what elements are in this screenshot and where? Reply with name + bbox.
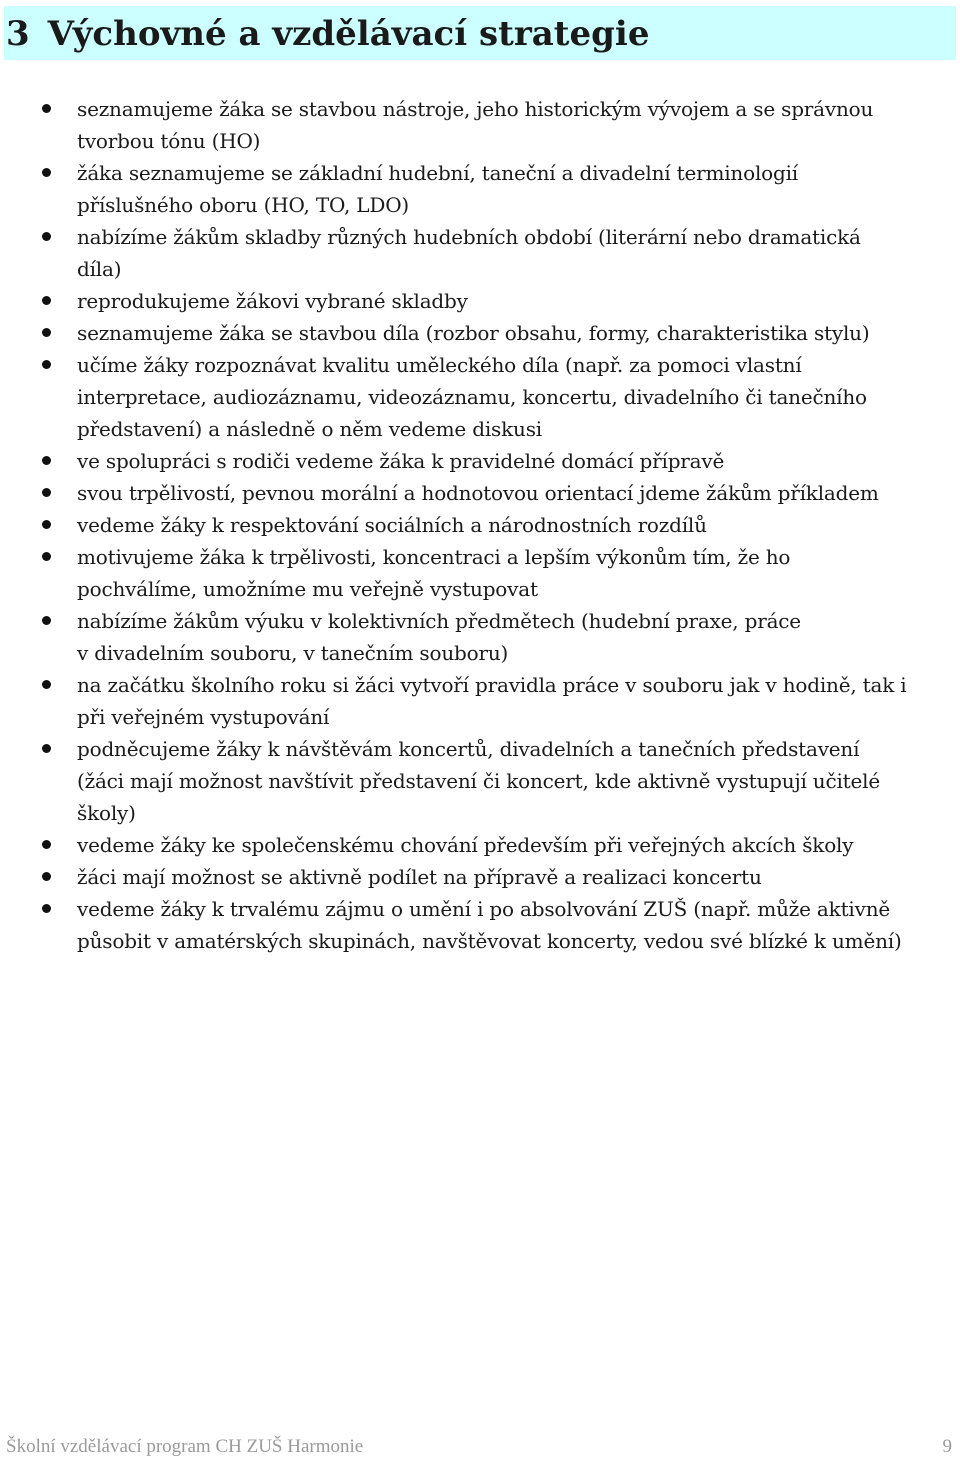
list-item	[0, 285, 960, 317]
list-item-text-line: svou trpělivostí, pevnou morální a hodnotovou orientací jdeme žákům příkladem	[77, 481, 879, 505]
bullet-icon	[42, 840, 51, 849]
list-item	[0, 317, 960, 349]
list-item-text-line: představení) a následně o něm vedeme diskusi	[77, 417, 542, 441]
list-item-text-line: reprodukujeme žákovi vybrané skladby	[77, 289, 468, 313]
bullet-icon	[42, 520, 51, 529]
list-item	[0, 445, 960, 477]
list-item	[0, 893, 960, 957]
list-item-text-line: nabízíme žákům výuku v kolektivních předmětech (hudební praxe, práce	[77, 609, 801, 633]
bullet-icon	[42, 168, 51, 177]
list-item	[0, 541, 960, 605]
list-item	[0, 669, 960, 733]
footer-page-number: 9	[942, 1436, 952, 1457]
list-item-text-line: působit v amatérských skupinách, navštěvovat koncerty, vedou své blízké k umění)	[77, 929, 902, 953]
list-item-text-line: (žáci mají možnost navštívit představení či koncert, kde aktivně vystupují učitelé	[77, 769, 880, 793]
bullet-icon	[42, 488, 51, 497]
list-item	[0, 349, 960, 445]
bullet-icon	[42, 872, 51, 881]
bullet-icon	[42, 360, 51, 369]
footer-document-title: Školní vzdělávací program CH ZUŠ Harmonie	[6, 1436, 364, 1457]
list-item-text-line: školy)	[77, 801, 136, 825]
list-item	[0, 733, 960, 829]
list-item-text-line: vedeme žáky k trvalému zájmu o umění i po absolvování ZUŠ (např. může aktivně	[77, 897, 891, 921]
list-item-text-line: v divadelním souboru, v tanečním souboru)	[77, 641, 509, 665]
list-item	[0, 221, 960, 285]
list-item	[0, 861, 960, 893]
bullet-icon	[42, 904, 51, 913]
section-title: Výchovné a vzdělávací strategie	[47, 14, 650, 54]
list-item-text-line: vedeme žáky k respektování sociálních a národnostních rozdílů	[77, 513, 707, 537]
bullet-icon	[42, 456, 51, 465]
bullet-icon	[42, 552, 51, 561]
list-item-text-line: žáka seznamujeme se základní hudební, taneční a divadelní terminologií	[77, 161, 798, 185]
list-item	[0, 93, 960, 157]
section-heading	[6, 10, 649, 58]
list-item-text-line: seznamujeme žáka se stavbou díla (rozbor obsahu, formy, charakteristika stylu)	[77, 321, 870, 345]
list-item	[0, 157, 960, 221]
list-item	[0, 829, 960, 861]
list-item-text-line: interpretace, audiozáznamu, videozáznamu, koncertu, divadelního či tanečního	[77, 385, 867, 409]
list-item-text-line: podněcujeme žáky k návštěvám koncertů, divadelních a tanečních představení	[77, 737, 860, 761]
list-item	[0, 509, 960, 541]
list-item-text-line: žáci mají možnost se aktivně podílet na přípravě a realizaci koncertu	[77, 865, 762, 889]
list-item-text-line: vedeme žáky ke společenskému chování především při veřejných akcích školy	[77, 833, 854, 857]
bullet-icon	[42, 744, 51, 753]
list-item-text-line: seznamujeme žáka se stavbou nástroje, jeho historickým vývojem a se správnou	[77, 97, 874, 121]
list-item-text-line: motivujeme žáka k trpělivosti, koncentraci a lepším výkonům tím, že ho	[77, 545, 791, 569]
list-item-text-line: ve spolupráci s rodiči vedeme žáka k pravidelné domácí přípravě	[77, 449, 725, 473]
bullet-icon	[42, 296, 51, 305]
list-item-text-line: nabízíme žákům skladby různých hudebních období (literární nebo dramatická	[77, 225, 861, 249]
list-item-text-line: pochválíme, umožníme mu veřejně vystupovat	[77, 577, 538, 601]
list-item-text-line: při veřejném vystupování	[77, 705, 330, 729]
list-item-text-line: díla)	[77, 257, 122, 281]
strategy-list	[0, 93, 960, 957]
list-item-text-line: tvorbou tónu (HO)	[77, 129, 261, 153]
list-item	[0, 605, 960, 669]
bullet-icon	[42, 680, 51, 689]
list-item	[0, 477, 960, 509]
bullet-icon	[42, 328, 51, 337]
list-item-text-line: příslušného oboru (HO, TO, LDO)	[77, 193, 410, 217]
bullet-icon	[42, 232, 51, 241]
list-item-text-line: učíme žáky rozpoznávat kvalitu uměleckého díla (např. za pomoci vlastní	[77, 353, 802, 377]
bullet-icon	[42, 616, 51, 625]
list-item-text-line: na začátku školního roku si žáci vytvoří pravidla práce v souboru jak v hodině, tak i	[77, 673, 907, 697]
bullet-icon	[42, 104, 51, 113]
section-number: 3	[6, 14, 30, 54]
